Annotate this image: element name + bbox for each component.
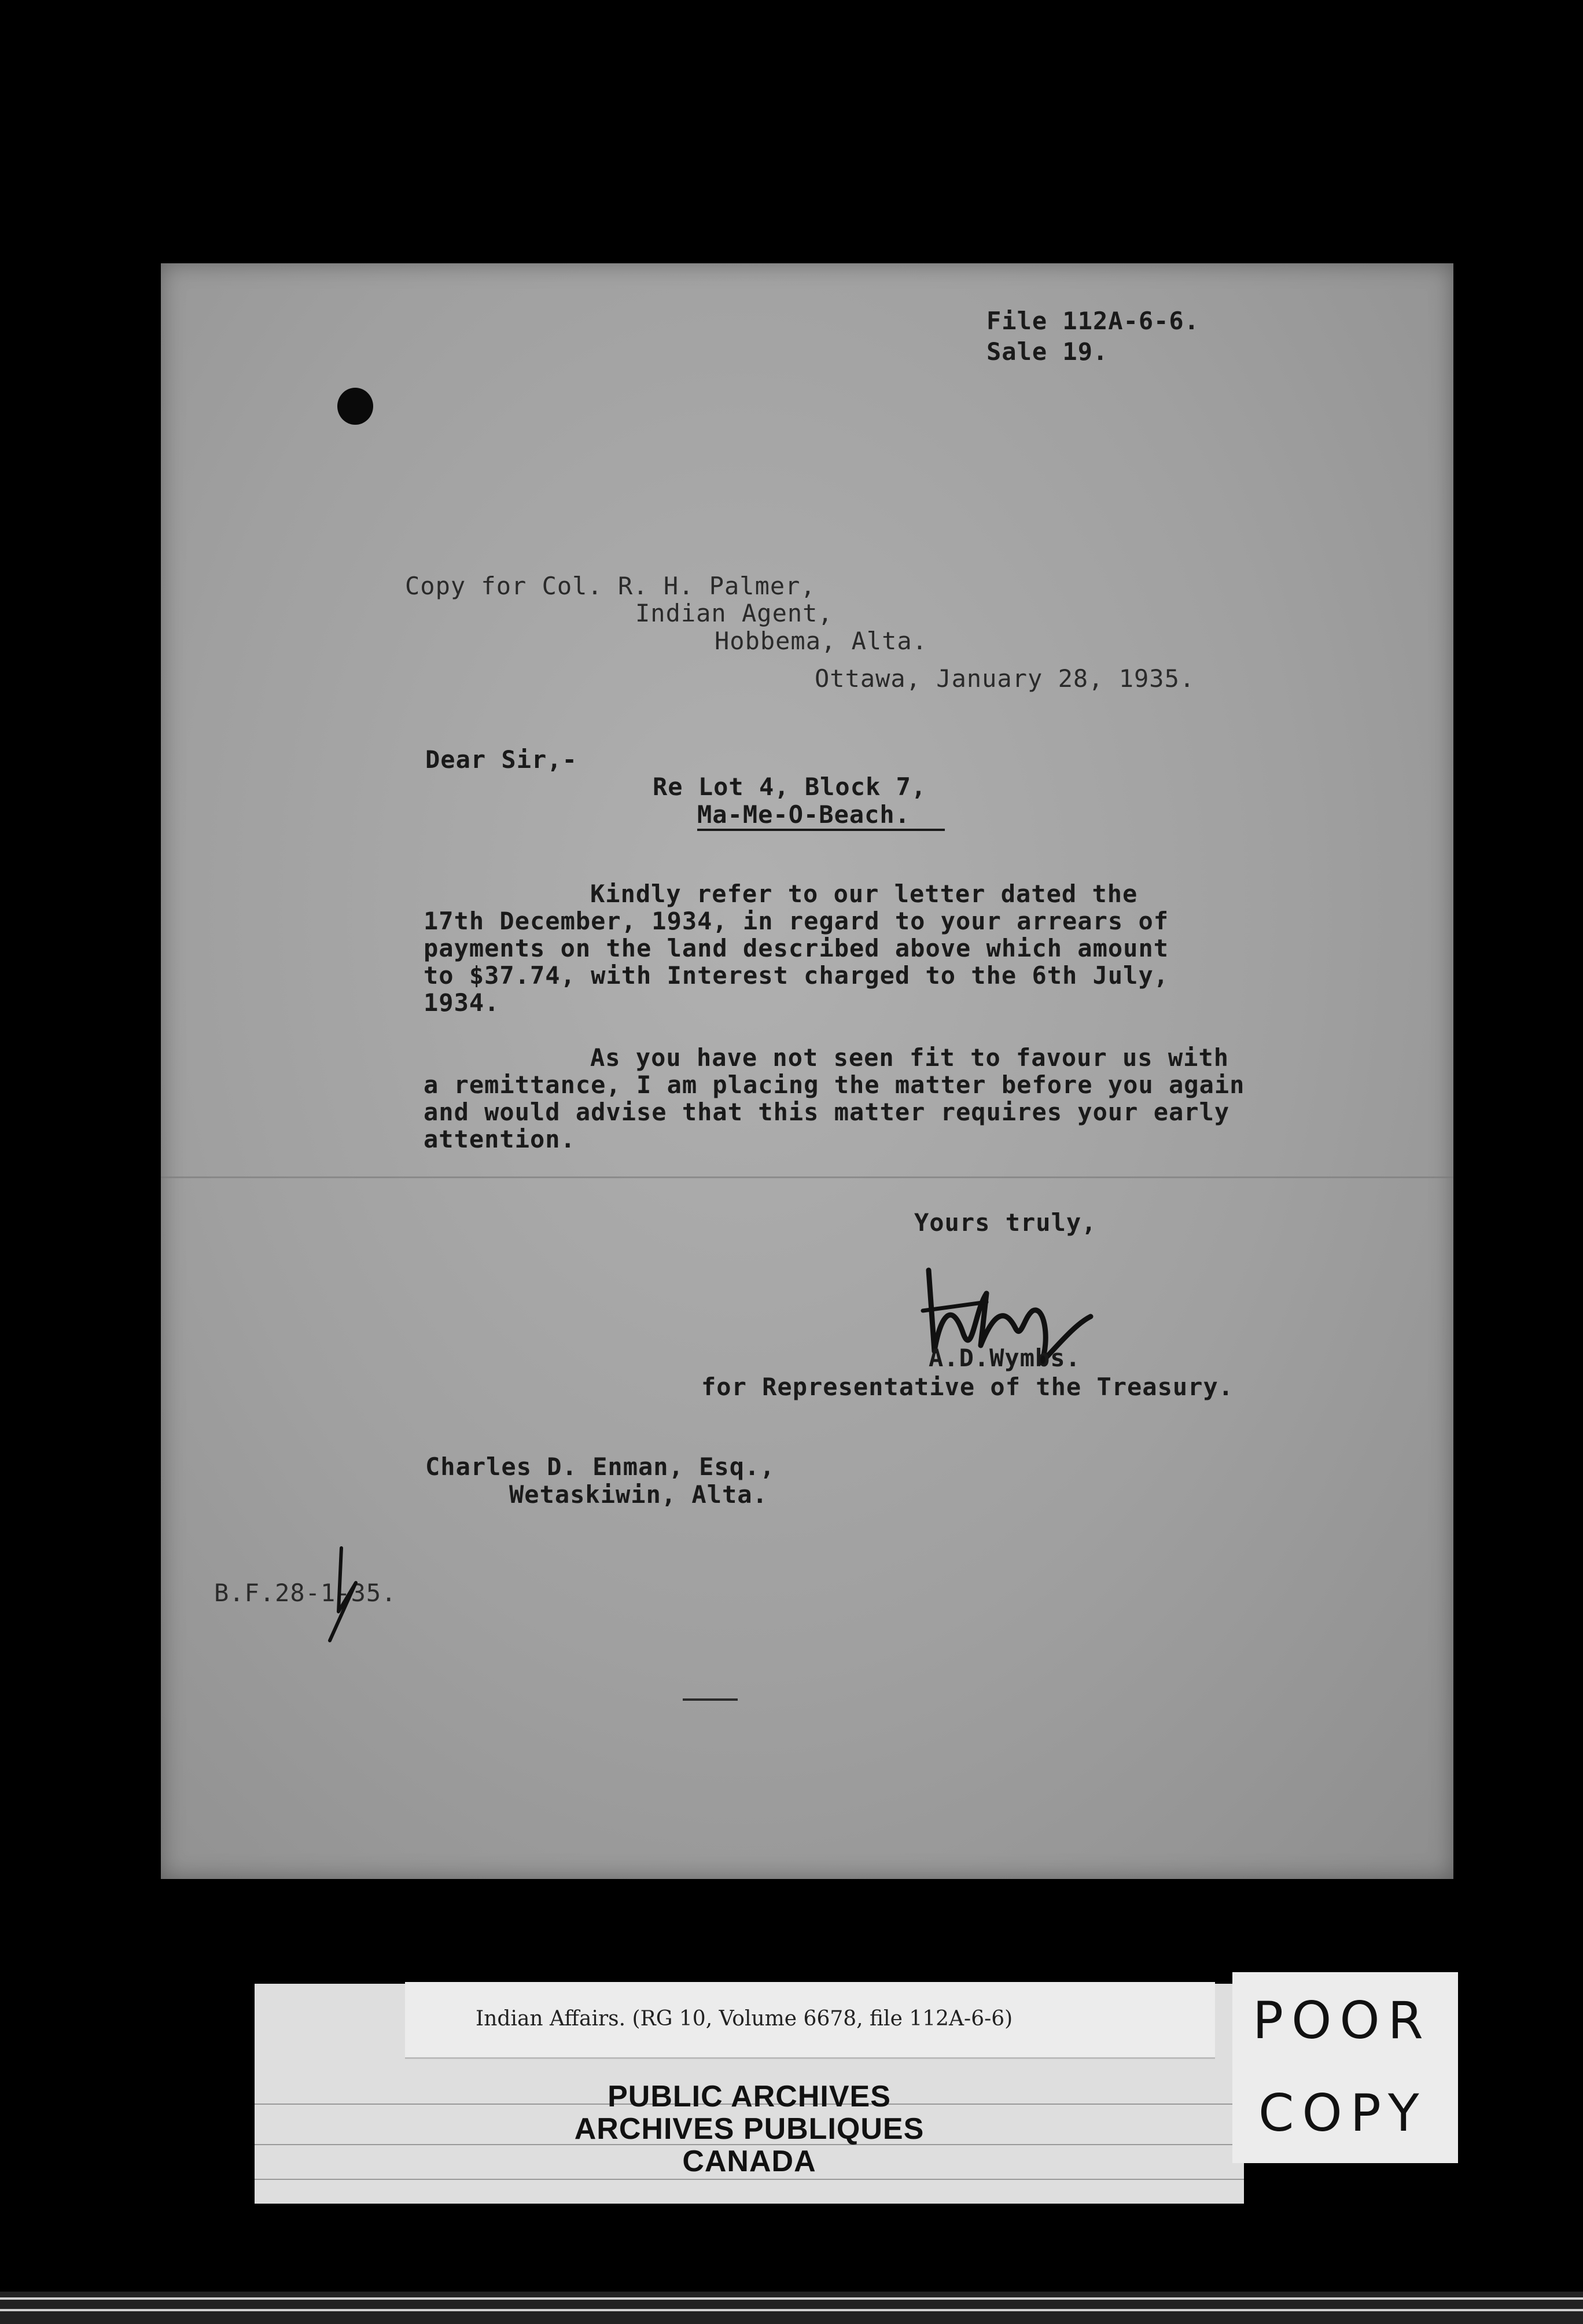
poor-copy-line2: COPY (1258, 2083, 1427, 2143)
body-p2-line2: a remittance, I am placing the matter before you again (424, 1071, 1245, 1099)
copy-for-line3: Hobbema, Alta. (715, 627, 928, 655)
signer-name: A.D.Wymbs. (929, 1344, 1081, 1372)
archives-line2: ARCHIVES PUBLIQUES (574, 2112, 925, 2146)
reference-code: B.F.28-1-35. (214, 1579, 397, 1607)
handwritten-initial-mark (321, 1542, 373, 1646)
dash-mark (683, 1698, 738, 1701)
body-p1-line2: 17th December, 1934, in regard to your arrears of (424, 907, 1169, 935)
archives-line3: CANADA (682, 2145, 816, 2178)
copy-for-line2: Indian Agent, (635, 599, 833, 627)
label-rule-bottom (255, 2179, 1244, 2180)
body-p1-line4: to $37.74, with Interest charged to the 6th July, (424, 961, 1169, 990)
archives-heading (255, 2080, 1244, 2178)
copy-for-line1: Copy for Col. R. H. Palmer, (405, 572, 816, 600)
addressee-line1: Charles D. Enman, Esq., (425, 1452, 775, 1481)
body-p1-line3: payments on the land described above which amount (424, 934, 1169, 962)
subject-line1: Re Lot 4, Block 7, (653, 773, 927, 801)
file-number: File 112A-6-6. (986, 307, 1200, 335)
addressee-line2: Wetaskiwin, Alta. (509, 1480, 768, 1509)
subject-underline (697, 829, 945, 831)
film-edge-line1 (0, 2297, 1583, 2300)
body-p2-line4: attention. (424, 1125, 576, 1153)
signer-title: for Representative of the Treasury. (701, 1373, 1234, 1401)
place-date: Ottawa, January 28, 1935. (815, 664, 1195, 693)
body-p1-line5: 1934. (424, 988, 500, 1017)
poor-copy-line1: POOR (1253, 1991, 1431, 2050)
closing: Yours truly, (914, 1208, 1097, 1237)
body-p2-line1: As you have not seen fit to favour us with (590, 1043, 1229, 1072)
film-edge-strip (0, 2292, 1583, 2324)
subject-line2: Ma-Me-O-Beach. (697, 800, 911, 829)
punch-hole (337, 388, 373, 425)
salutation: Dear Sir,- (425, 745, 577, 774)
page-fold-line (161, 1176, 1453, 1178)
sale-number: Sale 19. (986, 337, 1109, 366)
archive-citation: Indian Affairs. (RG 10, Volume 6678, file 112A-6-6) (476, 2007, 1013, 2031)
body-p1-line1: Kindly refer to our letter dated the (590, 880, 1138, 908)
film-edge-line2 (0, 2309, 1583, 2311)
body-p2-line3: and would advise that this matter requires your early (424, 1098, 1230, 1126)
archives-line1: PUBLIC ARCHIVES (608, 2080, 891, 2113)
